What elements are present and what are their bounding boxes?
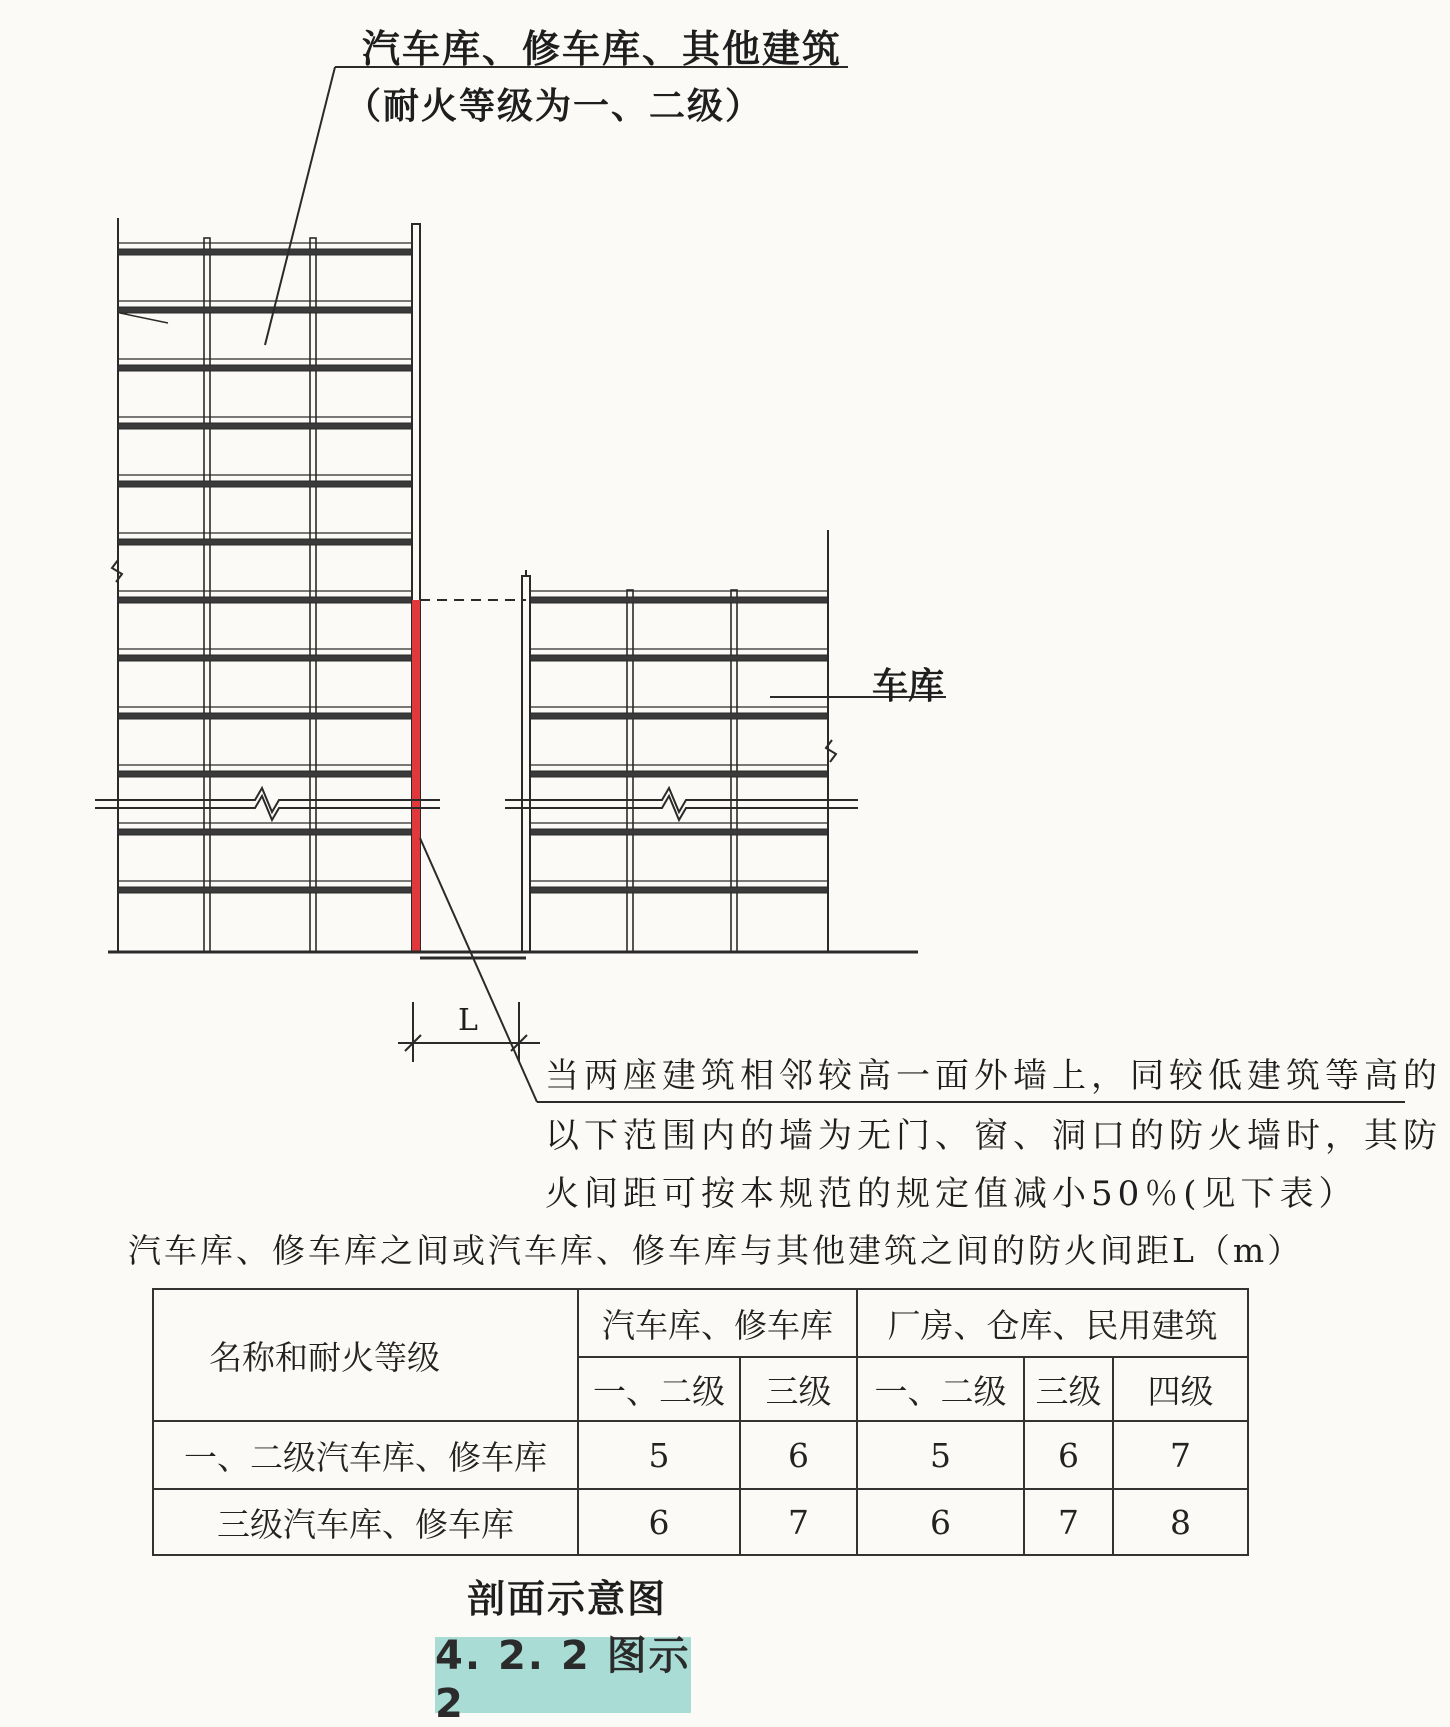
- garage-label: 车库: [872, 666, 945, 707]
- firewall: [412, 600, 420, 952]
- break-line-left: [95, 788, 440, 820]
- section-title: 剖面示意图: [467, 1577, 668, 1621]
- floor-slab: [118, 539, 416, 545]
- garage-building: [522, 530, 828, 952]
- frame-column: [204, 238, 210, 952]
- sub-header: 一、二级: [578, 1357, 740, 1421]
- floor-slab: [118, 249, 416, 255]
- floor-slab: [526, 597, 828, 603]
- floor-slab: [118, 713, 416, 719]
- small-mark: [120, 313, 168, 323]
- figure-badge: 4. 2. 2 图示2: [435, 1632, 691, 1727]
- floor-slab: [118, 423, 416, 429]
- note-line-2: 以下范围内的墙为无门、窗、洞口的防火墙时，其防: [545, 1116, 1442, 1156]
- floor-slab: [118, 771, 416, 777]
- floor-slab: [118, 481, 416, 487]
- dimension-label: L: [458, 1003, 478, 1038]
- floor-slab: [526, 887, 828, 893]
- floor-slab: [526, 829, 828, 835]
- floor-slab: [118, 307, 416, 313]
- floor-slab: [526, 713, 828, 719]
- floor-slab: [118, 887, 416, 893]
- sub-header: 四级: [1113, 1357, 1248, 1421]
- table-caption: 汽车库、修车库之间或汽车库、修车库与其他建筑之间的防火间距L（m）: [128, 1231, 1304, 1270]
- frame-column: [310, 238, 316, 952]
- floor-slab: [526, 655, 828, 661]
- table-corner-header: 名称和耐火等级: [153, 1289, 578, 1421]
- table-cell: 8: [1113, 1489, 1248, 1555]
- group-header-garage: 汽车库、修车库: [578, 1289, 857, 1357]
- table-cell: 6: [740, 1421, 857, 1489]
- fire-distance-table: [152, 1288, 1249, 1556]
- wall-column: [522, 576, 530, 952]
- row-header: 一、二级汽车库、修车库: [153, 1421, 578, 1489]
- table-row: [153, 1421, 1248, 1489]
- table-cell: 7: [1024, 1489, 1113, 1555]
- floor-slab: [118, 597, 416, 603]
- table-row: [153, 1489, 1248, 1555]
- floor-slab: [118, 829, 416, 835]
- table-cell: 6: [857, 1489, 1024, 1555]
- tall-building-label: 汽车库、修车库、其他建筑: [362, 27, 843, 71]
- sub-header: 一、二级: [857, 1357, 1024, 1421]
- break-line-right: [505, 788, 858, 820]
- note-leader: [420, 838, 537, 1102]
- sub-header: 三级: [740, 1357, 857, 1421]
- sub-header: 三级: [1024, 1357, 1113, 1421]
- floor-slab: [118, 365, 416, 371]
- table-cell: 5: [857, 1421, 1024, 1489]
- fire-rating-label: （耐火等级为一、二级）: [345, 86, 764, 127]
- table-cell: 6: [1024, 1421, 1113, 1489]
- group-header-other-buildings: 厂房、仓库、民用建筑: [857, 1289, 1248, 1357]
- table-cell: 7: [1113, 1421, 1248, 1489]
- note-line-3: 火间距可按本规范的规定值减小50％(见下表）: [545, 1174, 1358, 1214]
- row-header: 三级汽车库、修车库: [153, 1489, 578, 1555]
- table-cell: 7: [740, 1489, 857, 1555]
- note-line-1: 当两座建筑相邻较高一面外墙上，同较低建筑等高的: [545, 1056, 1442, 1096]
- table-cell: 6: [578, 1489, 740, 1555]
- floor-slab: [118, 655, 416, 661]
- table-cell: 5: [578, 1421, 740, 1489]
- title-leader: [265, 67, 335, 345]
- floor-slab: [526, 771, 828, 777]
